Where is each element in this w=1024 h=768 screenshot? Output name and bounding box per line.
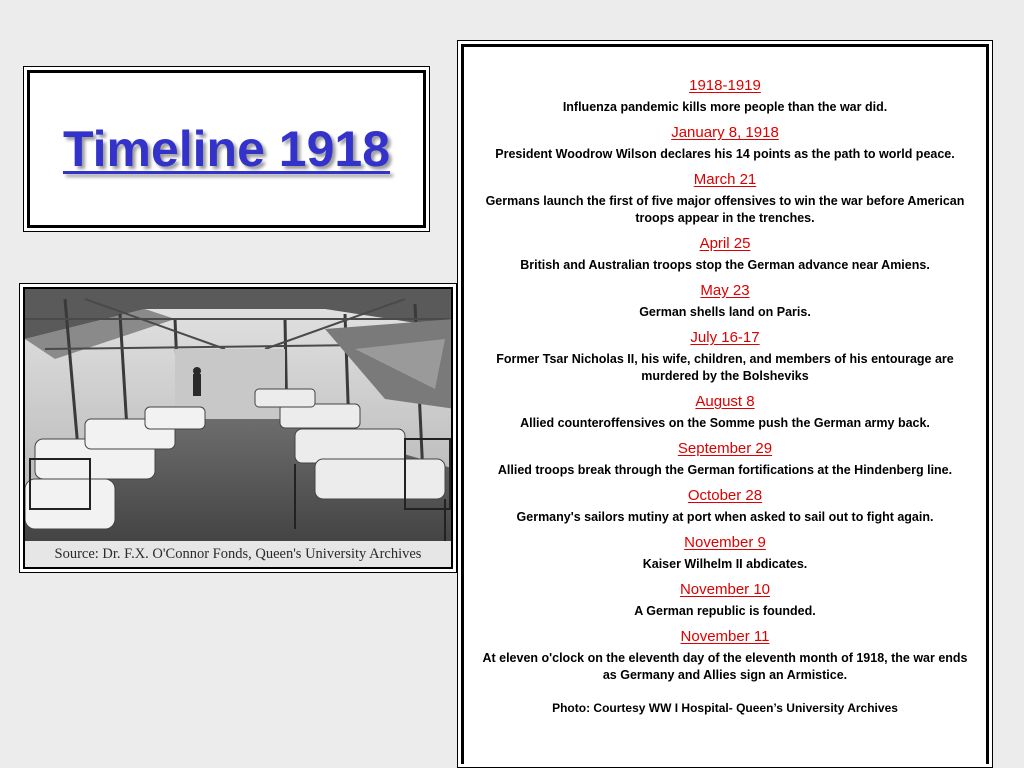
timeline-entry — [482, 534, 968, 573]
timeline-entry — [482, 581, 968, 620]
event-date: November 10 — [679, 581, 771, 598]
event-date: April 25 — [699, 235, 751, 252]
timeline-entry — [482, 77, 968, 116]
event-description: Influenza pandemic kills more people than the war did. — [562, 100, 888, 114]
event-description: Germans launch the first of five major offensives to win the war before American troops appear in the trenches. — [485, 194, 965, 225]
event-date: January 8, 1918 — [671, 124, 779, 141]
event-description: Former Tsar Nicholas II, his wife, children, and members of his entourage are murdered by the Bolsheviks — [496, 352, 954, 383]
event-date: March 21 — [693, 171, 757, 188]
event-description: Kaiser Wilhelm II abdicates. — [642, 557, 808, 571]
event-date: 1918-1919 — [689, 77, 761, 94]
event-description: Allied counteroffensives on the Somme push the German army back. — [520, 416, 930, 430]
event-date: May 23 — [700, 282, 750, 299]
event-date: September 29 — [677, 440, 773, 457]
timeline-entry — [482, 329, 968, 385]
photo-caption: Source: Dr. F.X. O'Connor Fonds, Queen's University Archives — [25, 541, 451, 567]
event-description: President Woodrow Wilson declares his 14 points as the path to world peace. — [495, 147, 955, 161]
event-description: Germany's sailors mutiny at port when asked to sail out to fight again. — [516, 510, 934, 524]
event-description: Allied troops break through the German fortifications at the Hindenberg line. — [497, 463, 953, 477]
title-inner-frame — [27, 70, 426, 228]
timeline-entry — [482, 282, 968, 321]
event-description: German shells land on Paris. — [639, 305, 811, 319]
title-box — [23, 66, 430, 232]
timeline-entry — [482, 628, 968, 684]
photo-credit: Photo: Courtesy WW I Hospital- Queen’s University Archives — [552, 701, 898, 715]
event-description: At eleven o'clock on the eleventh day of the eleventh month of 1918, the war ends as Germany and Allies sign an Armistice. — [482, 651, 968, 682]
event-description: British and Australian troops stop the German advance near Amiens. — [520, 258, 930, 272]
event-date: November 11 — [680, 628, 770, 645]
event-date: October 28 — [687, 487, 763, 504]
hospital-photo — [23, 287, 453, 569]
event-date: August 8 — [695, 393, 755, 410]
event-date: November 9 — [684, 534, 766, 551]
event-description: A German republic is founded. — [634, 604, 816, 618]
timeline-box — [457, 40, 993, 768]
hospital-ward-image — [25, 289, 453, 569]
page-title: Timeline 1918 — [62, 121, 391, 177]
event-date: July 16-17 — [690, 329, 760, 346]
timeline-entry — [482, 171, 968, 227]
timeline-entry — [482, 124, 968, 163]
timeline-entry — [482, 393, 968, 432]
timeline-list — [461, 44, 989, 764]
timeline-entry — [482, 487, 968, 526]
timeline-entry — [482, 440, 968, 479]
timeline-entry — [482, 235, 968, 274]
photo-frame — [19, 283, 457, 573]
